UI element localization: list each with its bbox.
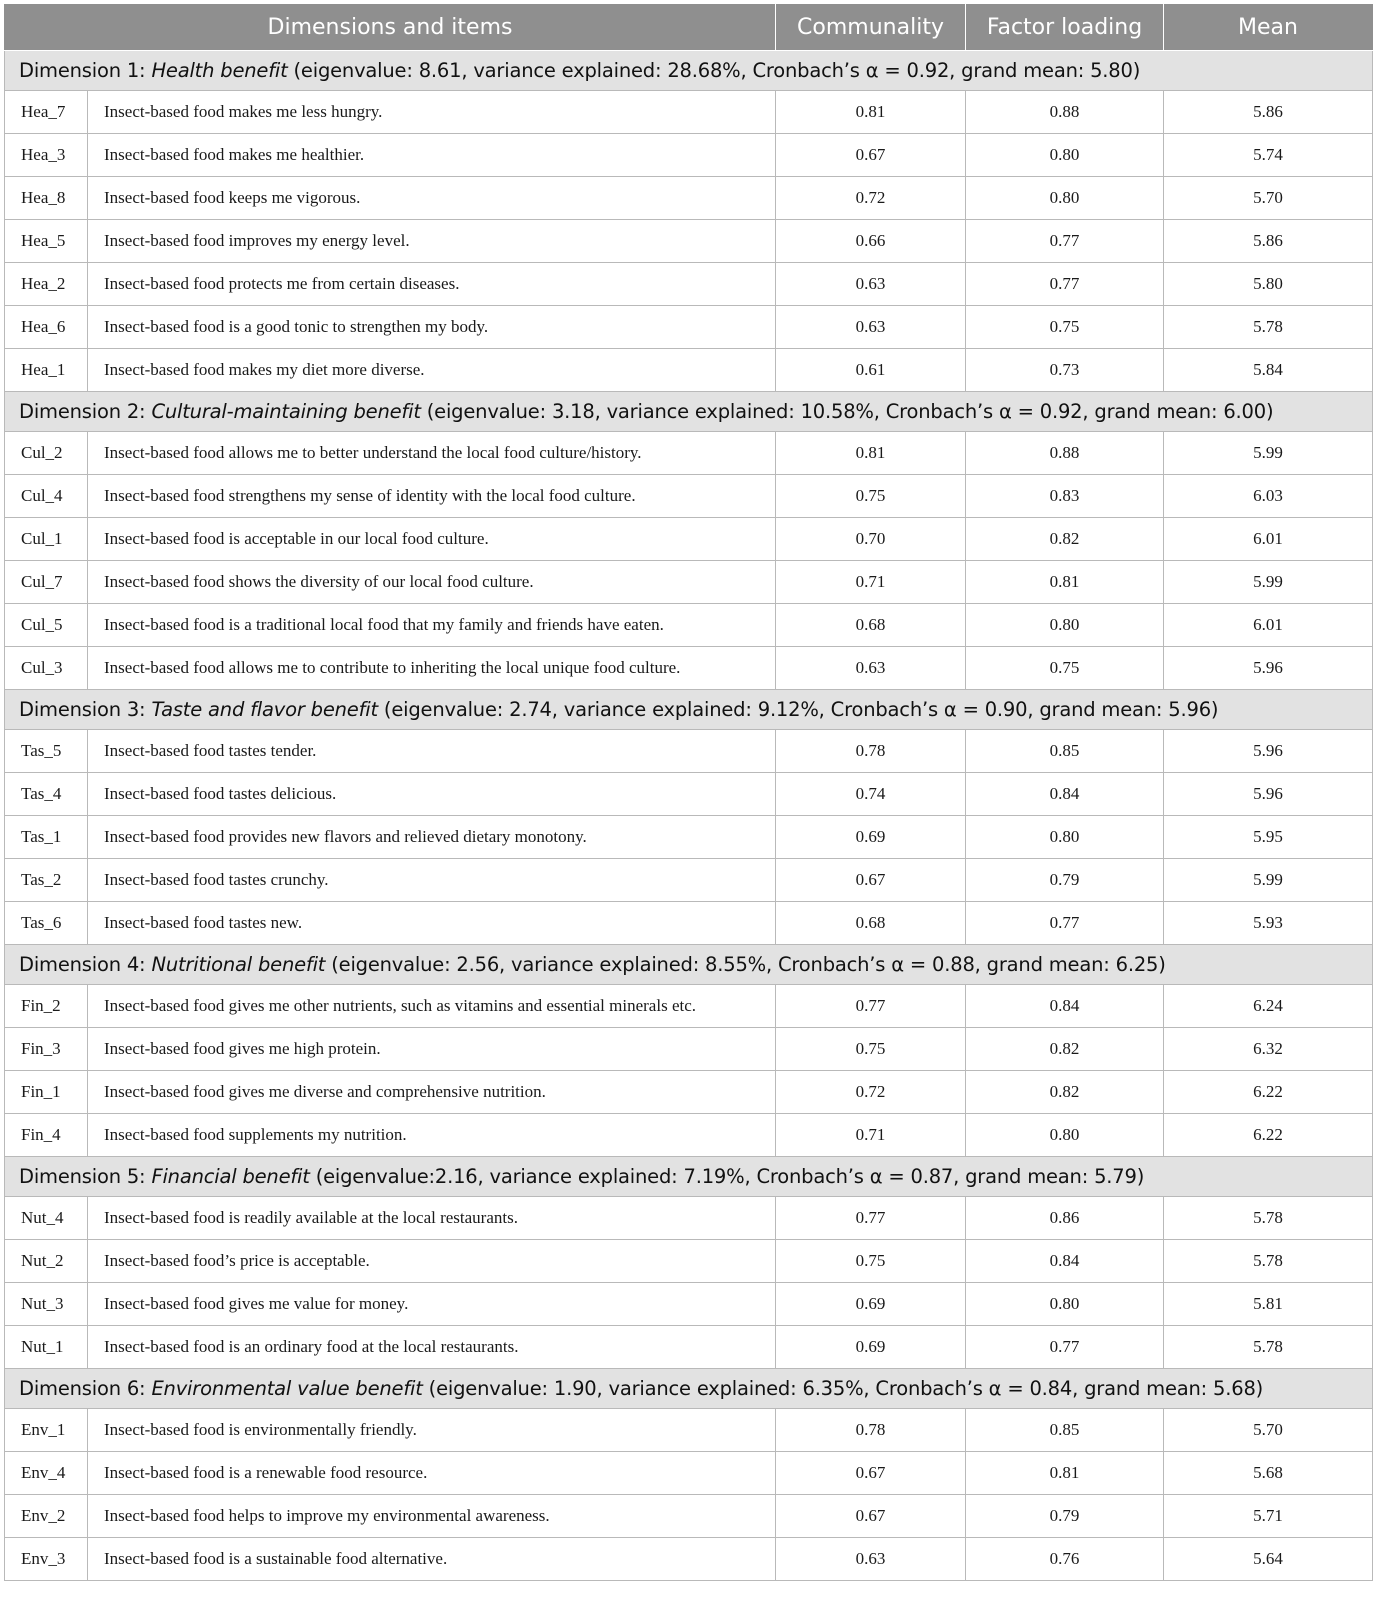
table-row <box>5 432 1373 475</box>
factor-loading-value: 0.84 <box>966 985 1164 1028</box>
table-row <box>5 1326 1373 1369</box>
dimension-stats: (eigenvalue: 1.90, variance explained: 6.35%, Cronbach’s α = 0.84, grand mean: 5.68) <box>422 1377 1264 1400</box>
table-row <box>5 1452 1373 1495</box>
item-code: Tas_5 <box>5 730 88 773</box>
dimension-header <box>5 1369 1373 1409</box>
item-code: Nut_4 <box>5 1197 88 1240</box>
dimension-name: Health benefit <box>151 59 288 82</box>
mean-value: 5.74 <box>1164 134 1373 177</box>
dimension-row <box>5 392 1373 432</box>
communality-value: 0.67 <box>776 859 966 902</box>
communality-value: 0.63 <box>776 263 966 306</box>
mean-value: 5.71 <box>1164 1495 1373 1538</box>
item-code: Cul_2 <box>5 432 88 475</box>
item-code: Hea_5 <box>5 220 88 263</box>
communality-value: 0.75 <box>776 1028 966 1071</box>
factor-loading-value: 0.84 <box>966 773 1164 816</box>
table-row <box>5 1197 1373 1240</box>
mean-value: 5.84 <box>1164 349 1373 392</box>
factor-loading-value: 0.77 <box>966 263 1164 306</box>
dimension-header <box>5 945 1373 985</box>
item-text: Insect-based food improves my energy level. <box>88 220 776 263</box>
dimension-name: Environmental value benefit <box>151 1377 423 1400</box>
item-text: Insect-based food is readily available at the local restaurants. <box>88 1197 776 1240</box>
item-text: Insect-based food tastes delicious. <box>88 773 776 816</box>
table-row <box>5 263 1373 306</box>
item-text: Insect-based food gives me diverse and comprehensive nutrition. <box>88 1071 776 1114</box>
dimension-stats: (eigenvalue: 2.56, variance explained: 8.55%, Cronbach’s α = 0.88, grand mean: 6.25) <box>325 953 1166 976</box>
dimension-header <box>5 51 1373 91</box>
communality-value: 0.78 <box>776 1409 966 1452</box>
mean-value: 6.01 <box>1164 518 1373 561</box>
dimension-stats: (eigenvalue: 3.18, variance explained: 10.58%, Cronbach’s α = 0.92, grand mean: 6.00) <box>420 400 1274 423</box>
communality-value: 0.78 <box>776 730 966 773</box>
factor-loading-value: 0.88 <box>966 432 1164 475</box>
item-code: Nut_1 <box>5 1326 88 1369</box>
communality-value: 0.77 <box>776 1197 966 1240</box>
communality-value: 0.63 <box>776 1538 966 1581</box>
mean-value: 6.24 <box>1164 985 1373 1028</box>
item-code: Hea_3 <box>5 134 88 177</box>
dimension-prefix: Dimension 3: <box>19 698 152 721</box>
item-text: Insect-based food gives me other nutrients, such as vitamins and essential minerals etc. <box>88 985 776 1028</box>
mean-value: 5.99 <box>1164 561 1373 604</box>
header-mean: Mean <box>1164 5 1373 51</box>
factor-loading-value: 0.82 <box>966 518 1164 561</box>
item-text: Insect-based food shows the diversity of our local food culture. <box>88 561 776 604</box>
item-code: Env_2 <box>5 1495 88 1538</box>
communality-value: 0.61 <box>776 349 966 392</box>
item-text: Insect-based food is a sustainable food alternative. <box>88 1538 776 1581</box>
mean-value: 5.78 <box>1164 1240 1373 1283</box>
dimension-name: Cultural-maintaining benefit <box>151 400 421 423</box>
communality-value: 0.69 <box>776 1283 966 1326</box>
table-row <box>5 306 1373 349</box>
item-code: Fin_3 <box>5 1028 88 1071</box>
item-text: Insect-based food makes me healthier. <box>88 134 776 177</box>
item-code: Hea_2 <box>5 263 88 306</box>
communality-value: 0.71 <box>776 1114 966 1157</box>
table-row <box>5 604 1373 647</box>
mean-value: 6.01 <box>1164 604 1373 647</box>
table-row <box>5 1028 1373 1071</box>
item-code: Hea_8 <box>5 177 88 220</box>
table-row <box>5 985 1373 1028</box>
header-dimensions-items: Dimensions and items <box>5 5 776 51</box>
dimension-prefix: Dimension 4: <box>19 953 152 976</box>
item-text: Insect-based food helps to improve my environmental awareness. <box>88 1495 776 1538</box>
mean-value: 5.86 <box>1164 91 1373 134</box>
communality-value: 0.75 <box>776 475 966 518</box>
item-text: Insect-based food is a traditional local food that my family and friends have eaten. <box>88 604 776 647</box>
communality-value: 0.67 <box>776 1452 966 1495</box>
item-text: Insect-based food is an ordinary food at the local restaurants. <box>88 1326 776 1369</box>
item-text: Insect-based food supplements my nutrition. <box>88 1114 776 1157</box>
communality-value: 0.68 <box>776 902 966 945</box>
mean-value: 5.95 <box>1164 816 1373 859</box>
factor-loading-value: 0.77 <box>966 220 1164 263</box>
dimension-prefix: Dimension 6: <box>19 1377 152 1400</box>
dimension-stats: (eigenvalue: 2.74, variance explained: 9.12%, Cronbach’s α = 0.90, grand mean: 5.96) <box>377 698 1219 721</box>
mean-value: 5.68 <box>1164 1452 1373 1495</box>
factor-table-container <box>4 4 1372 1581</box>
table-row <box>5 902 1373 945</box>
dimension-name: Nutritional benefit <box>151 953 326 976</box>
item-code: Cul_3 <box>5 647 88 690</box>
item-code: Hea_6 <box>5 306 88 349</box>
item-code: Env_3 <box>5 1538 88 1581</box>
factor-loading-value: 0.73 <box>966 349 1164 392</box>
communality-value: 0.69 <box>776 1326 966 1369</box>
factor-loading-value: 0.83 <box>966 475 1164 518</box>
table-row <box>5 220 1373 263</box>
factor-loading-value: 0.79 <box>966 1495 1164 1538</box>
mean-value: 5.70 <box>1164 1409 1373 1452</box>
dimension-name: Financial benefit <box>151 1165 310 1188</box>
factor-loading-value: 0.81 <box>966 561 1164 604</box>
mean-value: 5.96 <box>1164 773 1373 816</box>
table-row <box>5 1409 1373 1452</box>
item-code: Nut_3 <box>5 1283 88 1326</box>
dimension-row <box>5 690 1373 730</box>
dimension-header <box>5 392 1373 432</box>
item-code: Cul_7 <box>5 561 88 604</box>
factor-loading-value: 0.88 <box>966 91 1164 134</box>
item-text: Insect-based food makes my diet more diverse. <box>88 349 776 392</box>
table-row <box>5 1114 1373 1157</box>
item-code: Env_4 <box>5 1452 88 1495</box>
dimension-stats: (eigenvalue: 8.61, variance explained: 28.68%, Cronbach’s α = 0.92, grand mean: 5.80) <box>287 59 1141 82</box>
factor-loading-value: 0.75 <box>966 306 1164 349</box>
item-text: Insect-based food allows me to contribute to inheriting the local unique food culture. <box>88 647 776 690</box>
factor-loading-value: 0.76 <box>966 1538 1164 1581</box>
table-row <box>5 134 1373 177</box>
item-text: Insect-based food gives me value for money. <box>88 1283 776 1326</box>
item-text: Insect-based food allows me to better understand the local food culture/history. <box>88 432 776 475</box>
item-text: Insect-based food makes me less hungry. <box>88 91 776 134</box>
dimension-prefix: Dimension 2: <box>19 400 152 423</box>
dimension-stats: (eigenvalue:2.16, variance explained: 7.19%, Cronbach’s α = 0.87, grand mean: 5.79) <box>309 1165 1145 1188</box>
header-communality: Communality <box>776 5 966 51</box>
mean-value: 5.81 <box>1164 1283 1373 1326</box>
factor-loading-value: 0.80 <box>966 1283 1164 1326</box>
table-row <box>5 859 1373 902</box>
item-text: Insect-based food keeps me vigorous. <box>88 177 776 220</box>
mean-value: 5.80 <box>1164 263 1373 306</box>
item-text: Insect-based food is environmentally friendly. <box>88 1409 776 1452</box>
mean-value: 5.78 <box>1164 1326 1373 1369</box>
communality-value: 0.81 <box>776 432 966 475</box>
dimension-prefix: Dimension 1: <box>19 59 152 82</box>
factor-loading-value: 0.80 <box>966 816 1164 859</box>
mean-value: 6.22 <box>1164 1071 1373 1114</box>
table-row <box>5 816 1373 859</box>
item-code: Nut_2 <box>5 1240 88 1283</box>
table-row <box>5 91 1373 134</box>
communality-value: 0.69 <box>776 816 966 859</box>
item-text: Insect-based food’s price is acceptable. <box>88 1240 776 1283</box>
communality-value: 0.67 <box>776 134 966 177</box>
factor-analysis-table <box>4 4 1373 1581</box>
factor-loading-value: 0.80 <box>966 604 1164 647</box>
item-code: Tas_4 <box>5 773 88 816</box>
table-row <box>5 561 1373 604</box>
table-row <box>5 647 1373 690</box>
item-code: Cul_5 <box>5 604 88 647</box>
item-code: Fin_1 <box>5 1071 88 1114</box>
mean-value: 6.22 <box>1164 1114 1373 1157</box>
table-row <box>5 1071 1373 1114</box>
item-code: Env_1 <box>5 1409 88 1452</box>
dimension-name: Taste and flavor benefit <box>151 698 378 721</box>
item-code: Tas_6 <box>5 902 88 945</box>
mean-value: 5.99 <box>1164 432 1373 475</box>
item-text: Insect-based food tastes crunchy. <box>88 859 776 902</box>
item-text: Insect-based food gives me high protein. <box>88 1028 776 1071</box>
item-text: Insect-based food is acceptable in our local food culture. <box>88 518 776 561</box>
communality-value: 0.68 <box>776 604 966 647</box>
factor-loading-value: 0.80 <box>966 1114 1164 1157</box>
mean-value: 6.32 <box>1164 1028 1373 1071</box>
table-row <box>5 1240 1373 1283</box>
factor-loading-value: 0.82 <box>966 1071 1164 1114</box>
table-row <box>5 1495 1373 1538</box>
dimension-header <box>5 1157 1373 1197</box>
factor-loading-value: 0.77 <box>966 902 1164 945</box>
communality-value: 0.63 <box>776 647 966 690</box>
item-text: Insect-based food is a renewable food resource. <box>88 1452 776 1495</box>
factor-loading-value: 0.81 <box>966 1452 1164 1495</box>
factor-loading-value: 0.80 <box>966 134 1164 177</box>
communality-value: 0.63 <box>776 306 966 349</box>
dimension-prefix: Dimension 5: <box>19 1165 152 1188</box>
communality-value: 0.71 <box>776 561 966 604</box>
dimension-header <box>5 690 1373 730</box>
factor-loading-value: 0.82 <box>966 1028 1164 1071</box>
factor-loading-value: 0.85 <box>966 1409 1164 1452</box>
communality-value: 0.74 <box>776 773 966 816</box>
communality-value: 0.75 <box>776 1240 966 1283</box>
mean-value: 5.96 <box>1164 730 1373 773</box>
factor-loading-value: 0.79 <box>966 859 1164 902</box>
communality-value: 0.70 <box>776 518 966 561</box>
table-row <box>5 730 1373 773</box>
dimension-row <box>5 1157 1373 1197</box>
item-text: Insect-based food is a good tonic to strengthen my body. <box>88 306 776 349</box>
communality-value: 0.66 <box>776 220 966 263</box>
factor-loading-value: 0.77 <box>966 1326 1164 1369</box>
item-code: Hea_1 <box>5 349 88 392</box>
mean-value: 6.03 <box>1164 475 1373 518</box>
mean-value: 5.96 <box>1164 647 1373 690</box>
item-code: Tas_2 <box>5 859 88 902</box>
factor-loading-value: 0.85 <box>966 730 1164 773</box>
dimension-row <box>5 945 1373 985</box>
item-text: Insect-based food provides new flavors and relieved dietary monotony. <box>88 816 776 859</box>
mean-value: 5.64 <box>1164 1538 1373 1581</box>
mean-value: 5.78 <box>1164 306 1373 349</box>
table-row <box>5 1538 1373 1581</box>
factor-loading-value: 0.75 <box>966 647 1164 690</box>
dimension-row <box>5 51 1373 91</box>
item-text: Insect-based food tastes new. <box>88 902 776 945</box>
table-body <box>5 51 1373 1581</box>
header-row <box>5 5 1373 51</box>
table-row <box>5 475 1373 518</box>
header-factor-loading: Factor loading <box>966 5 1164 51</box>
mean-value: 5.70 <box>1164 177 1373 220</box>
item-text: Insect-based food strengthens my sense of identity with the local food culture. <box>88 475 776 518</box>
mean-value: 5.93 <box>1164 902 1373 945</box>
factor-loading-value: 0.86 <box>966 1197 1164 1240</box>
table-row <box>5 773 1373 816</box>
table-row <box>5 349 1373 392</box>
item-text: Insect-based food protects me from certain diseases. <box>88 263 776 306</box>
communality-value: 0.72 <box>776 177 966 220</box>
item-code: Tas_1 <box>5 816 88 859</box>
mean-value: 5.78 <box>1164 1197 1373 1240</box>
communality-value: 0.77 <box>776 985 966 1028</box>
factor-loading-value: 0.80 <box>966 177 1164 220</box>
item-code: Hea_7 <box>5 91 88 134</box>
item-text: Insect-based food tastes tender. <box>88 730 776 773</box>
item-code: Fin_2 <box>5 985 88 1028</box>
item-code: Cul_1 <box>5 518 88 561</box>
communality-value: 0.67 <box>776 1495 966 1538</box>
table-row <box>5 518 1373 561</box>
factor-loading-value: 0.84 <box>966 1240 1164 1283</box>
table-row <box>5 177 1373 220</box>
mean-value: 5.86 <box>1164 220 1373 263</box>
item-code: Fin_4 <box>5 1114 88 1157</box>
dimension-row <box>5 1369 1373 1409</box>
mean-value: 5.99 <box>1164 859 1373 902</box>
communality-value: 0.72 <box>776 1071 966 1114</box>
item-code: Cul_4 <box>5 475 88 518</box>
communality-value: 0.81 <box>776 91 966 134</box>
table-row <box>5 1283 1373 1326</box>
